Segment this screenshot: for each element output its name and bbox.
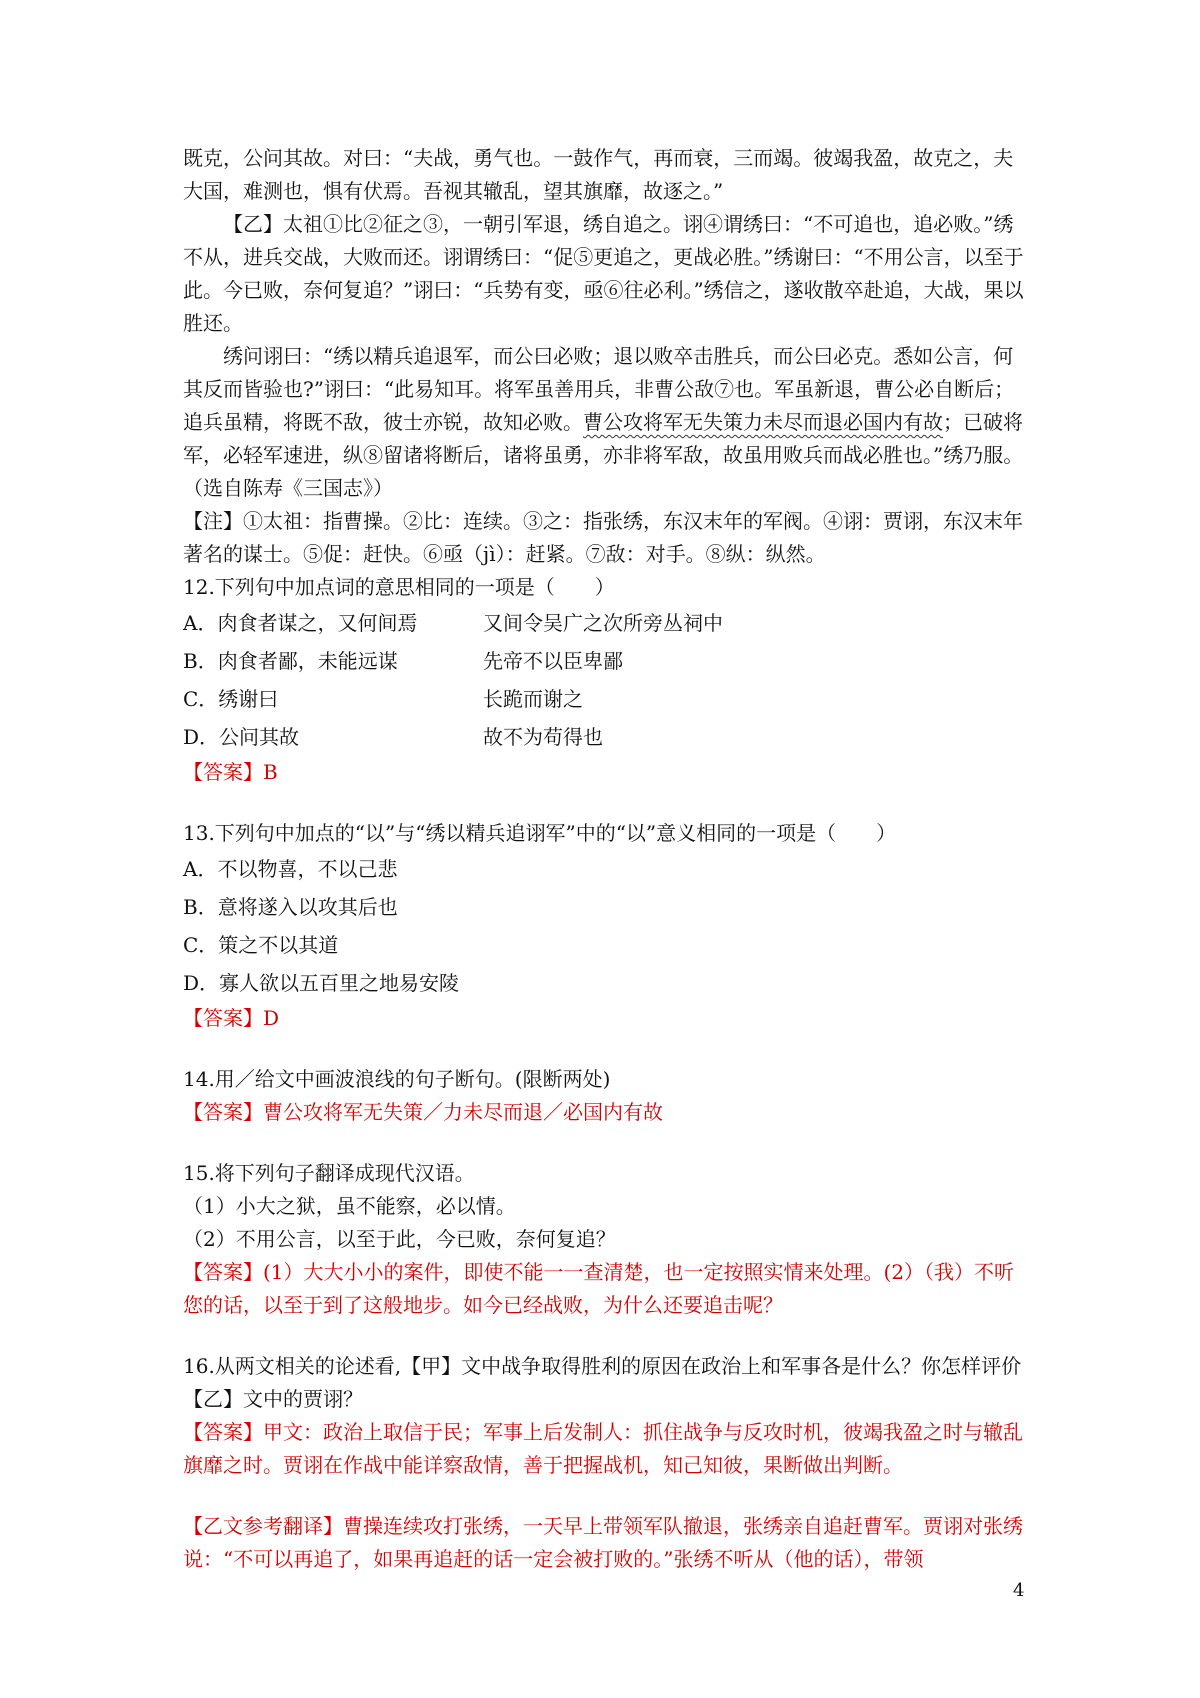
question-15-stem: 15.将下列句子翻译成现代汉语。 [183,1161,475,1185]
q13-option-d: D．寡人欲以五百里之地易安陵 [183,971,460,995]
q13-answer: 【答案】D [183,1006,280,1030]
q13-option-a: A．不以物喜，不以己悲 [183,857,398,881]
option-right: 长跪而谢之 [483,687,583,711]
option-left: B．肉食者鄙，未能远谋 [183,649,398,673]
q12-option-a [183,604,1025,642]
translation-reference: 【乙文参考翻译】曹操连续攻打张绣，一天早上带领军队撤退，张绣亲自追赶曹军。贾诩对张绣说：“不可以再追了，如果再追赶的话一定会被打败的。”张绣不听从（他的话），带领 [183,1514,1023,1571]
q13-option-b: B．意将遂入以攻其后也 [183,895,398,919]
option-right: 故不为苟得也 [483,725,603,749]
q16-answer: 【答案】甲文：政治上取信于民；军事上后发制人：抓住战争与反攻时机，彼竭我盈之时与辙乱旗靡之时。贾诩在作战中能详察敌情，善于把握战机，知己知彼，果断做出判断。 [183,1420,1023,1477]
annotation-note: 【注】①太祖：指曹操。②比：连续。③之：指张绣，东汉末年的军阀。④诩：贾诩，东汉末年著名的谋士。⑤促：赶快。⑥亟（jì）：赶紧。⑦敌：对手。⑧纵：纵然。 [183,509,1023,566]
q13-option-c: C．策之不以其道 [183,933,339,957]
question-14-stem: 14.用／给文中画波浪线的句子断句。(限断两处) [183,1067,611,1091]
q12-option-c [183,680,1025,718]
wavy-underlined-sentence: 曹公攻将军无失策力未尽而退必国内有故 [583,410,943,434]
page-number: 4 [1013,1580,1025,1601]
passage-p3-start: 绣问诩曰：“绣以精兵追退军，而公曰必败；退以败卒击胜兵，而公曰必克。悉如公言，何其反而皆验也?”诩曰：“此易知耳。将军虽善用兵，非曹公敌⑦也。军虽新退，曹公必自断后；追兵虽精，将既不敌，彼士亦锐，故知必败。 [183,344,1015,434]
q12-option-d [183,718,1025,756]
option-left: A．肉食者谋之，又何间焉 [183,611,418,635]
document-page [183,142,1025,1576]
q15-answer: 【答案】(1）大大小小的案件，即使不能一一查清楚，也一定按照实情来处理。(2）（我）不听您的话，以至于到了这般地步。如今已经战败，为什么还要追击呢？ [183,1260,1015,1317]
passage-paragraph-1: 既克，公问其故。对曰：“夫战，勇气也。一鼓作气，再而衰，三而竭。彼竭我盈，故克之，夫大国，难测也，惧有伏焉。吾视其辙乱，望其旗靡，故逐之。” [183,146,1014,203]
passage-paragraph-3 [183,340,1025,505]
question-13-stem: 13.下列句中加点的“以”与“绣以精兵追诩军”中的“以”意义相同的一项是（ ） [183,821,897,845]
q15-item-1: （1）小大之狱，虽不能察，必以情。 [183,1194,516,1218]
q12-option-b [183,642,1025,680]
option-left: C．绣谢曰 [183,687,279,711]
option-left: D．公问其故 [183,725,300,749]
question-16-stem: 16.从两文相关的论述看,【甲】文中战争取得胜利的原因在政治上和军事各是什么？你怎样评价【乙】文中的贾诩？ [183,1354,1022,1411]
q15-item-2: （2）不用公言，以至于此，今已败，奈何复追？ [183,1227,616,1251]
question-12-stem: 12.下列句中加点词的意思相同的一项是（ ） [183,575,615,599]
q12-answer: 【答案】B [183,760,278,784]
q14-answer: 【答案】曹公攻将军无失策／力未尽而退／必国内有故 [183,1100,663,1124]
option-right: 先帝不以臣卑鄙 [483,649,623,673]
passage-paragraph-2: 【乙】太祖①比②征之③，一朝引军退，绣自追之。诩④谓绣曰：“不可追也，追必败。”绣不从，进兵交战，大败而还。诩谓绣曰：“促⑤更追之，更战必胜。”绣谢曰：“不用公言，以至于此。今已败，奈何复追？”诩曰：“兵势有变，亟⑥往必利。”绣信之，遂收散卒赴追，大战，果以胜还。 [183,212,1024,335]
option-right: 又间令吴广之次所旁丛祠中 [483,611,723,635]
passage-p3-end: ；已破将军，必轻军速进，纵⑧留诸将断后，诸将虽勇，亦非将军敌，故虽用败兵而战必胜也。”绣乃服。（选自陈寿《三国志》） [183,410,1024,500]
